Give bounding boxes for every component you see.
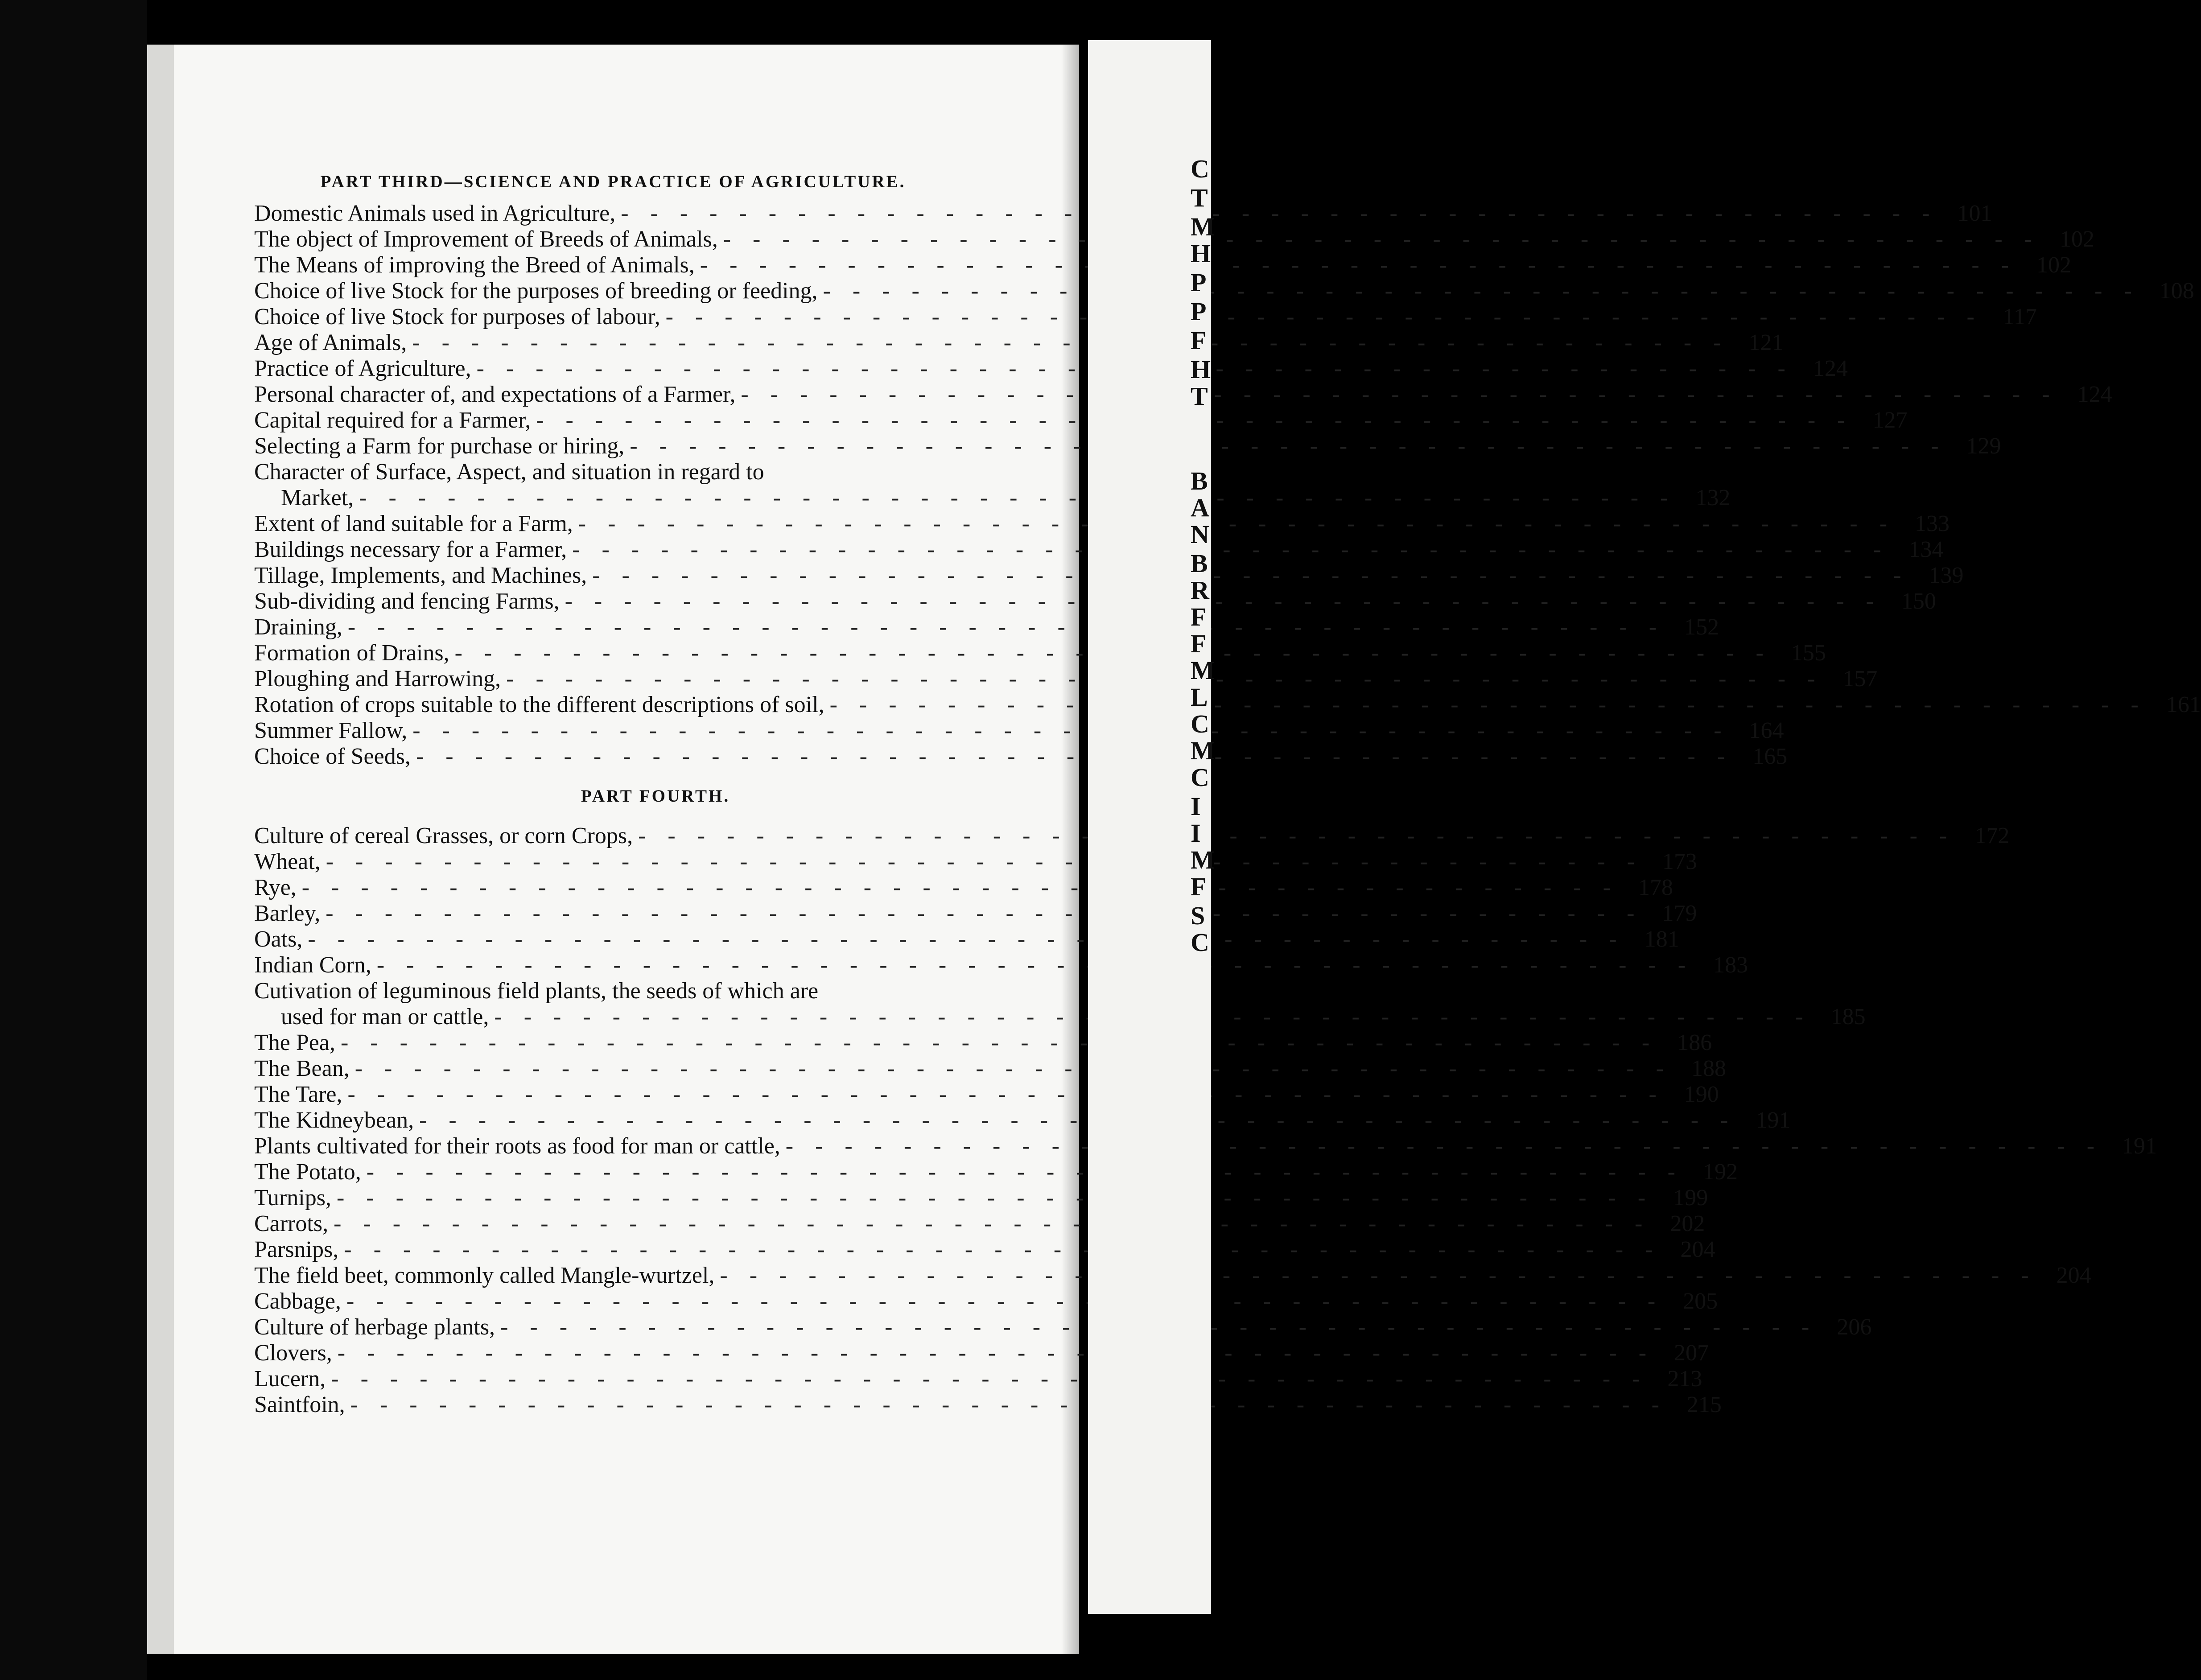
toc-entry xyxy=(254,875,1673,901)
edge-letter: F xyxy=(1191,602,1207,631)
toc-page-number: 164 xyxy=(1749,718,1784,743)
toc-entry xyxy=(254,978,997,1004)
toc-page-number: 134 xyxy=(1908,537,1944,562)
edge-letter: C xyxy=(1191,709,1209,738)
toc-page-number: 173 xyxy=(1662,849,1697,874)
toc-page-number: 192 xyxy=(1703,1159,1738,1185)
toc-page-number: 191 xyxy=(2122,1133,2157,1159)
toc-page-number: 102 xyxy=(2059,226,2094,252)
dot-leader xyxy=(735,382,2063,411)
toc-entry-title: Culture of cereal Grasses, or corn Crops, xyxy=(254,823,633,848)
toc-entry xyxy=(254,459,997,485)
toc-entry xyxy=(254,201,1992,226)
toc-entry xyxy=(254,1056,1726,1082)
dot-leader xyxy=(321,845,1648,875)
dot-leader xyxy=(342,614,1670,640)
edge-letter: T xyxy=(1191,183,1208,212)
toc-page-number: 127 xyxy=(1872,408,1908,433)
edge-letter: M xyxy=(1191,845,1215,874)
toc-entry-title: The field beet, commonly called Mangle-wurtzel, xyxy=(254,1263,715,1288)
toc-entry xyxy=(254,433,2001,459)
toc-entry-title: Selecting a Farm for purchase or hiring, xyxy=(254,433,625,459)
toc-page-number: 188 xyxy=(1691,1056,1726,1081)
dot-leader xyxy=(573,511,1900,537)
toc-entry xyxy=(254,666,1878,692)
toc-entry-title: Rotation of crops suitable to the different descriptions of soil, xyxy=(254,692,824,717)
dot-leader xyxy=(328,1211,1656,1237)
edge-letter: H xyxy=(1191,239,1211,268)
toc-entry xyxy=(254,252,2072,278)
toc-entry-title: Clovers, xyxy=(254,1340,332,1366)
toc-entry-title: Practice of Agriculture, xyxy=(254,356,471,381)
edge-letter: M xyxy=(1191,212,1215,241)
toc-entry-title: Domestic Animals used in Agriculture, xyxy=(254,201,616,226)
toc-entry xyxy=(254,1237,1715,1263)
toc-entry xyxy=(254,1289,1718,1314)
toc-entry-title: The Means of improving the Breed of Animals, xyxy=(254,252,695,278)
toc-entry xyxy=(254,1340,1709,1366)
dot-leader xyxy=(350,1056,1677,1082)
toc-entry-title: Choice of live Stock for purposes of labour, xyxy=(254,304,660,329)
toc-entry-title: Choice of Seeds, xyxy=(254,744,411,769)
toc-page-number: 101 xyxy=(1957,201,1992,226)
dot-leader xyxy=(407,326,1734,356)
toc-page-number: 186 xyxy=(1677,1030,1712,1055)
edge-letter: C xyxy=(1191,154,1209,183)
edge-letter: B xyxy=(1191,549,1208,578)
edge-letter: P xyxy=(1191,268,1207,297)
dot-leader xyxy=(341,1289,1669,1314)
dot-leader xyxy=(332,1340,1660,1366)
toc-page-number: 133 xyxy=(1915,511,1950,536)
toc-entry xyxy=(254,1030,1712,1056)
part-fourth-heading: PART FOURTH. xyxy=(581,786,730,806)
toc-entry-title: The Pea, xyxy=(254,1030,335,1055)
toc-entry xyxy=(254,1185,1708,1211)
running-head: PART THIRD—SCIENCE AND PRACTICE OF AGRICULTURE. xyxy=(320,172,906,191)
dot-leader xyxy=(824,692,2152,718)
toc-page-number: 185 xyxy=(1830,1004,1866,1029)
toc-entry-title: Buildings necessary for a Farmer, xyxy=(254,537,567,562)
edge-letter: M xyxy=(1191,736,1215,765)
toc-page-number: 165 xyxy=(1752,744,1788,769)
dot-leader xyxy=(567,537,1894,563)
toc-entry xyxy=(254,640,1826,666)
toc-page-number: 190 xyxy=(1684,1082,1719,1107)
book-page xyxy=(147,45,2201,1654)
toc-entry-title: Personal character of, and expectations of a Farmer, xyxy=(254,382,736,407)
edge-letter: N xyxy=(1191,520,1209,549)
toc-entry-title: The Potato, xyxy=(254,1159,361,1185)
toc-entry xyxy=(254,1082,1719,1108)
toc-page-number: 155 xyxy=(1791,640,1826,666)
dot-leader xyxy=(414,1108,1741,1133)
dot-leader xyxy=(354,485,1681,511)
toc-entry-title: Wheat, xyxy=(254,849,321,874)
toc-entry-title: Turnips, xyxy=(254,1185,331,1211)
table-of-contents xyxy=(254,201,2201,1418)
edge-letter: F xyxy=(1191,629,1207,658)
toc-entry xyxy=(254,614,1719,640)
toc-entry-title: Barley, xyxy=(254,901,321,926)
scan-dark-margin xyxy=(0,0,147,1680)
edge-letter: B xyxy=(1191,466,1208,495)
dot-leader xyxy=(411,744,1738,770)
toc-page-number: 202 xyxy=(1670,1211,1705,1236)
toc-page-number: 206 xyxy=(1837,1314,1872,1340)
toc-entry xyxy=(254,408,1908,433)
toc-page-number: 139 xyxy=(1929,563,1964,588)
toc-entry xyxy=(254,718,1784,744)
toc-entry-title: Saintfoin, xyxy=(254,1392,345,1417)
toc-entry xyxy=(254,537,1944,563)
edge-letter: T xyxy=(1191,382,1208,411)
toc-entry xyxy=(254,1133,2157,1159)
toc-entry-title: Cabbage, xyxy=(254,1289,341,1314)
toc-entry-title: Age of Animals, xyxy=(254,330,407,355)
edge-letter: F xyxy=(1191,326,1207,355)
toc-entry-title: Plants cultivated for their roots as food for man or cattle, xyxy=(254,1133,780,1159)
toc-entry-title: Parsnips, xyxy=(254,1237,339,1262)
toc-entry-title: Tillage, Implements, and Machines, xyxy=(254,563,587,588)
toc-entry xyxy=(254,563,1964,589)
dot-leader xyxy=(297,872,1624,901)
edge-letter: A xyxy=(1191,493,1209,522)
toc-entry-title: Carrots, xyxy=(254,1211,329,1236)
toc-entry xyxy=(254,485,1731,511)
toc-entry-title: Rye, xyxy=(254,875,297,900)
toc-page-number: 132 xyxy=(1695,485,1731,511)
toc-entry xyxy=(254,1366,1702,1392)
toc-entry xyxy=(254,952,1748,978)
toc-entry-title: Summer Fallow, xyxy=(254,718,408,743)
adjacent-page-edge xyxy=(1088,40,1215,1614)
toc-page-number: 161 xyxy=(2166,692,2201,717)
toc-entry xyxy=(254,1108,1791,1133)
toc-entry-title: The Tare, xyxy=(254,1082,342,1107)
toc-page-number: 215 xyxy=(1686,1392,1722,1417)
toc-entry xyxy=(254,823,2010,849)
toc-entry-title: Oats, xyxy=(254,926,303,952)
toc-entry-title: The Bean, xyxy=(254,1056,350,1081)
toc-page-number: 121 xyxy=(1748,330,1784,355)
dot-leader xyxy=(407,718,1735,744)
toc-entry-title: Capital required for a Farmer, xyxy=(254,408,531,433)
dot-leader xyxy=(371,952,1699,978)
dot-leader xyxy=(338,1237,1666,1263)
toc-page-number: 181 xyxy=(1644,926,1679,952)
edge-letter: F xyxy=(1191,872,1207,901)
dot-leader xyxy=(695,252,2022,278)
toc-page-number: 150 xyxy=(1901,589,1936,614)
toc-entry-title: Character of Surface, Aspect, and situation in regard to xyxy=(254,459,764,485)
toc-page-number: 199 xyxy=(1673,1185,1708,1211)
dot-leader xyxy=(633,823,1960,849)
toc-page-number: 108 xyxy=(2159,278,2194,304)
toc-entry xyxy=(254,304,2037,330)
toc-page-number: 191 xyxy=(1756,1108,1791,1133)
toc-entry xyxy=(254,901,1697,926)
toc-entry-title: Choice of live Stock for the purposes of breeding or feeding, xyxy=(254,278,818,304)
toc-entry-title: Formation of Drains, xyxy=(254,640,449,666)
toc-entry xyxy=(254,330,1784,356)
toc-entry xyxy=(254,589,1936,614)
dot-leader xyxy=(345,1392,1673,1418)
dot-leader xyxy=(342,1082,1670,1108)
toc-entry-title: The object of Improvement of Breeds of Animals, xyxy=(254,226,718,252)
toc-entry xyxy=(254,356,1848,382)
toc-entry xyxy=(254,926,1679,952)
part-third-list xyxy=(254,201,2201,770)
toc-page-number: 178 xyxy=(1638,875,1673,900)
dot-leader xyxy=(718,226,2045,252)
edge-letter: I xyxy=(1191,819,1201,848)
toc-entry xyxy=(254,1004,1866,1030)
toc-entry xyxy=(254,744,1788,770)
dot-leader xyxy=(320,901,1648,926)
dot-leader xyxy=(361,1159,1689,1185)
toc-page-number: 204 xyxy=(2056,1263,2091,1288)
toc-page-number: 183 xyxy=(1713,952,1748,978)
toc-page-number: 205 xyxy=(1683,1289,1718,1314)
dot-leader xyxy=(587,563,1914,589)
dot-leader xyxy=(818,278,2145,304)
edge-letter: M xyxy=(1191,656,1215,685)
toc-page-number: 204 xyxy=(1680,1237,1715,1262)
toc-entry xyxy=(254,1314,1872,1340)
toc-entry-title: used for man or cattle, xyxy=(281,1004,489,1029)
toc-page-number: 102 xyxy=(2036,252,2072,278)
dot-leader xyxy=(335,1030,1663,1056)
dot-leader xyxy=(326,1366,1653,1392)
toc-entry-title: The Kidneybean, xyxy=(254,1108,414,1133)
toc-entry xyxy=(254,1211,1705,1237)
toc-entry-title: Extent of land suitable for a Farm, xyxy=(254,511,573,536)
toc-page-number: 117 xyxy=(2003,304,2037,329)
toc-page-number: 179 xyxy=(1662,901,1697,926)
edge-letter: C xyxy=(1191,928,1209,957)
toc-entry xyxy=(254,382,2112,408)
toc-entry-title: Lucern, xyxy=(254,1366,326,1392)
edge-letter: P xyxy=(1191,297,1207,326)
toc-entry-title: Sub-dividing and fencing Farms, xyxy=(254,589,560,614)
toc-entry-title: Culture of herbage plants, xyxy=(254,1314,495,1340)
toc-entry xyxy=(254,226,2094,252)
edge-letter: R xyxy=(1191,576,1209,605)
toc-entry xyxy=(254,849,1697,875)
toc-entry xyxy=(254,1159,1738,1185)
edge-letter: C xyxy=(1191,763,1209,792)
toc-entry xyxy=(254,511,1950,537)
dot-leader xyxy=(615,201,1943,226)
toc-page-number: 213 xyxy=(1667,1366,1702,1392)
toc-entry-title: Indian Corn, xyxy=(254,952,371,978)
part-fourth-list xyxy=(254,823,2157,1418)
dot-leader xyxy=(660,304,1988,330)
toc-entry-title: Market, xyxy=(281,485,354,511)
dot-leader xyxy=(780,1133,2108,1159)
edge-letter: H xyxy=(1191,355,1211,384)
dot-leader xyxy=(624,433,1952,459)
toc-entry xyxy=(254,1392,1722,1418)
toc-page-number: 129 xyxy=(1966,433,2001,459)
edge-letter: L xyxy=(1191,683,1208,712)
edge-letter: S xyxy=(1191,901,1205,930)
toc-page-number: 207 xyxy=(1674,1340,1709,1366)
toc-page-number: 172 xyxy=(1974,823,2010,848)
toc-page-number: 124 xyxy=(2077,382,2112,407)
dot-leader xyxy=(560,589,1887,614)
toc-entry xyxy=(254,1263,2091,1289)
toc-entry-title: Draining, xyxy=(254,614,342,640)
toc-entry xyxy=(254,278,2194,304)
edge-letter: I xyxy=(1191,792,1201,821)
toc-entry xyxy=(254,692,2201,718)
dot-leader xyxy=(302,926,1630,952)
dot-leader xyxy=(331,1185,1659,1211)
toc-entry-title: Ploughing and Harrowing, xyxy=(254,666,501,692)
dot-leader xyxy=(714,1263,2042,1289)
toc-page-number: 157 xyxy=(1842,666,1878,692)
toc-page-number: 124 xyxy=(1813,356,1848,381)
toc-page-number: 152 xyxy=(1684,614,1719,640)
toc-entry-title: Cutivation of leguminous field plants, the seeds of which are xyxy=(254,978,819,1004)
